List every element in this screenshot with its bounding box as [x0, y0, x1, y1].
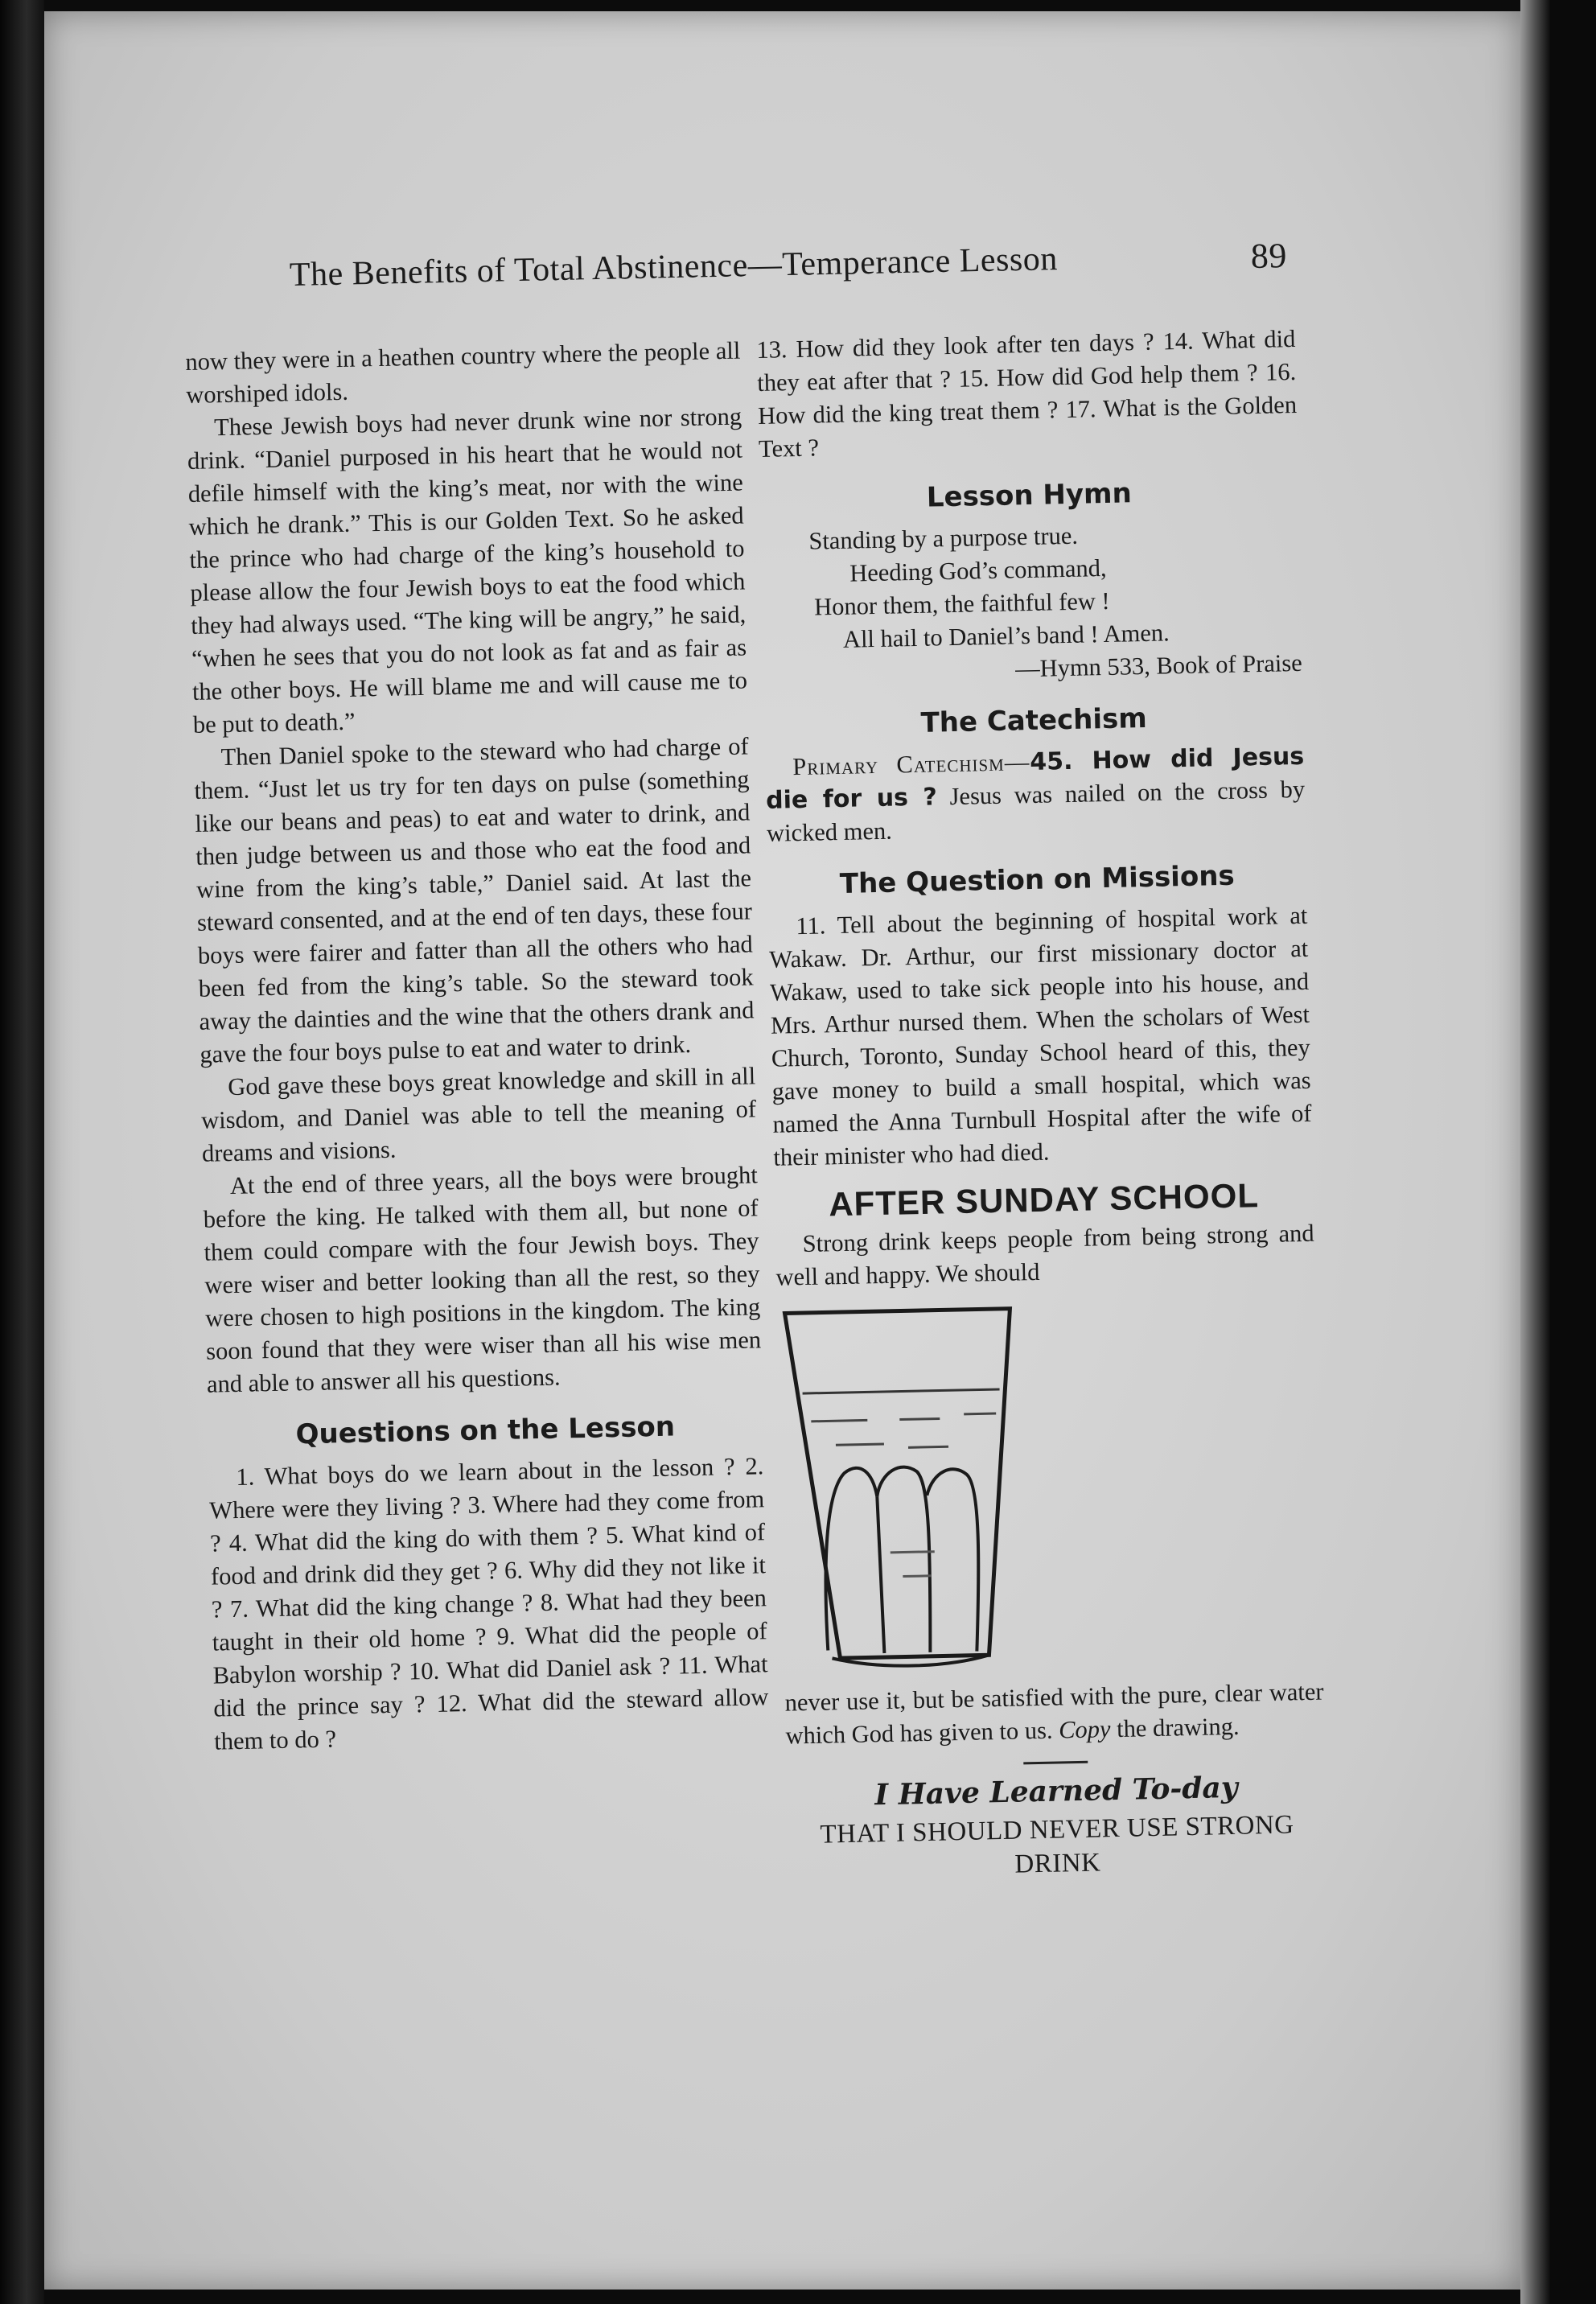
- book-spine-shadow: [0, 0, 44, 2304]
- learned-heading: I Have Learned To-day: [874, 1770, 1239, 1812]
- questions-text: 1. What boys do we learn about in the lesson ? 2. Where were they living ? 3. Where had they come from ? 4. What did the king do with them ? 5. What kind of food and drink did they get ? 6. Why did they not like it ? 7. What did the king change ? 8. What had they been taught in their old home ? 9. What did the people of Babylon worship ? 10. What did Daniel ask ? 11. What did the prince say ? 12. What did the steward allow them to do ?: [208, 1452, 769, 1755]
- hymn-heading: Lesson Hymn: [926, 477, 1133, 514]
- missions-text: 11. Tell about the beginning of hospital work at Wakaw. Dr. Arthur, our first missionary doctor at Wakaw, used to take sick people into his house, and Mrs. Arthur nursed them. When the scholars of West Church, Toronto, Sunday School heard of this, they gave money to build a small hospital, which was named the Anna Turnbull Hospital after the wife of their minister who had died.: [768, 901, 1312, 1171]
- questions-continued: 13. How did they look after ten days ? 14. What did they eat after that ? 15. How did God help them ? 16. How did the king treat them ? 17. What is the Golden Text ?: [756, 324, 1298, 463]
- right-column: [756, 323, 1327, 1886]
- after-text-2-post: the drawing.: [1110, 1712, 1240, 1743]
- left-column: [185, 335, 770, 1759]
- water-glass-drawing: [776, 1300, 1034, 1675]
- hymn-line: Honor them, the faithful few !: [813, 586, 1110, 621]
- after-text-2-pre: never use it, but be satisfied with the pure, clear water which God has given to us.: [784, 1677, 1324, 1750]
- running-title: The Benefits of Total Abstinence—Temperance Lesson: [289, 241, 1059, 294]
- after-text-1: Strong drink keeps people from being strong and well and happy. We should: [775, 1219, 1314, 1291]
- learned-text: THAT I SHOULD NEVER USE STRONG DRINK: [820, 1810, 1294, 1879]
- after-sunday-school-heading: AFTER SUNDAY SCHOOL: [828, 1176, 1260, 1224]
- divider: [1023, 1761, 1088, 1765]
- paragraph: These Jewish boys had never drunk wine nor strong drink. “Daniel purposed in his heart that he would not defile himself with the king’s meat, nor with the wine which he drank.” This is our Golden Text. So he asked the prince who had charge of the king’s household to please allow the four Jewish boys to eat the food which they had always used. “The king will be angry,” he said, “when he sees that you do not look as fat and as fair as the other boys. He will blame me and will cause me to be put to death.”: [187, 402, 748, 739]
- page-number: 89: [1250, 236, 1288, 276]
- hymn-line: Heeding God’s command,: [849, 553, 1107, 587]
- catechism-question: 45. How did Jesus die for us ?: [765, 742, 1305, 815]
- after-text-2-italic: Copy: [1058, 1715, 1111, 1744]
- paragraph: God gave these boys great knowledge and skill in all wisdom, and Daniel was able to tell the meaning of dreams and visions.: [200, 1062, 757, 1167]
- questions-heading: Questions on the Lesson: [295, 1410, 676, 1451]
- glass-icon: [776, 1300, 1034, 1675]
- catechism-paragraph: [765, 740, 1306, 850]
- hymn-line: Standing by a purpose true.: [808, 521, 1079, 555]
- catechism-heading: The Catechism: [920, 701, 1148, 739]
- paragraph: now they were in a heathen country where the people all worshiped idols.: [185, 336, 741, 409]
- paragraph: At the end of three years, all the boys were brought before the king. He talked with them all, but none of them could compare with the four Jewish boys. They were wiser and better looking than all the rest, so they were chosen to high positions in the kingdom. The king soon found that they were wiser than all his wise men and able to answer all his questions.: [203, 1161, 762, 1398]
- catechism-answer: Jesus was nailed on the cross by wicked men.: [766, 775, 1306, 847]
- hymn-line: All hail to Daniel’s band ! Amen.: [842, 619, 1170, 653]
- catechism-label: Primary Catechism—: [792, 747, 1030, 781]
- page-edge-shadow: [1520, 0, 1596, 2304]
- after-text-2: [784, 1676, 1325, 1753]
- hymn-verse: [760, 515, 1302, 691]
- paragraph: Then Daniel spoke to the steward who had charge of them. “Just let us try for ten days on pulse (something like our beans and peas) to eat and water to drink, and then judge between us and those who eat the food and wine from the king’s table,” Daniel said. At last the steward consented, and at the end of ten days, these four boys were fairer and fatter than all the others who had been fed from the king’s table. So the steward took away the dainties and the wine that the others drank and gave the four boys pulse to eat and water to drink.: [194, 732, 755, 1068]
- hymn-source: —Hymn 533, Book of Praise: [1014, 648, 1303, 683]
- missions-heading: The Question on Missions: [839, 859, 1236, 900]
